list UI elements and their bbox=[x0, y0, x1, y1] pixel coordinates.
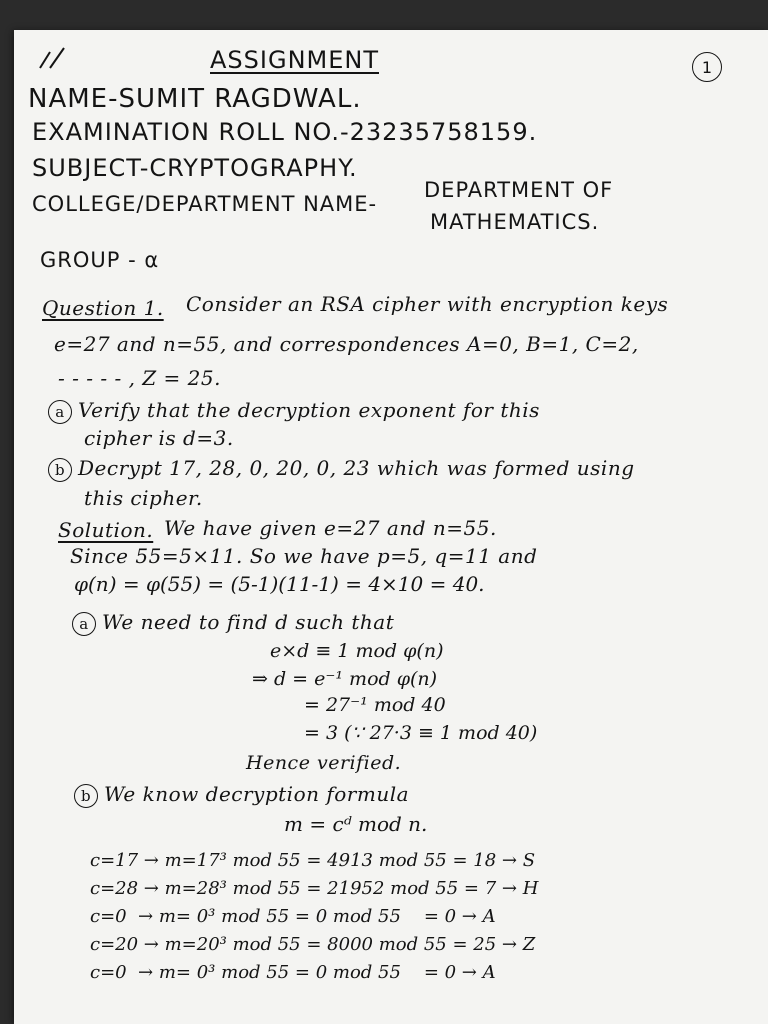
solution-part-b bbox=[74, 782, 409, 808]
check-marks-icon bbox=[34, 42, 74, 72]
question-part-b bbox=[48, 456, 635, 482]
solution-part-b-intro: We know decryption formula bbox=[104, 782, 410, 806]
part-b-line-2: this cipher. bbox=[84, 486, 203, 510]
decryption-formula: m = cᵈ mod n. bbox=[284, 812, 428, 836]
part-b-marker: b bbox=[48, 458, 72, 482]
student-name: NAME-SUMIT RAGDWAL. bbox=[28, 84, 362, 114]
decryption-row: c=17 → m=17³ mod 55 = 4913 mod 55 = 18 → S bbox=[90, 850, 536, 871]
part-a-marker: a bbox=[48, 400, 72, 424]
question-line-2: e=27 and n=55, and correspondences A=0, B=1, C=2, bbox=[54, 332, 639, 356]
solution-part-a-intro: We need to find d such that bbox=[102, 610, 395, 634]
question-line-3: - - - - - , Z = 25. bbox=[58, 366, 221, 390]
decryption-row: c=20 → m=20³ mod 55 = 8000 mod 55 = 25 → Z bbox=[90, 934, 536, 955]
notebook-page bbox=[14, 30, 768, 1024]
equation-2: ⇒ d = e⁻¹ mod φ(n) bbox=[252, 668, 438, 690]
solution-line-1: We have given e=27 and n=55. bbox=[164, 516, 497, 540]
equation-1: e×d ≡ 1 mod φ(n) bbox=[270, 640, 444, 662]
group-heading: GROUP - α bbox=[40, 248, 160, 272]
solution-label: Solution. bbox=[58, 518, 154, 542]
equation-3: = 27⁻¹ mod 40 bbox=[304, 694, 446, 716]
college-label: COLLEGE/DEPARTMENT NAME- bbox=[32, 192, 378, 216]
equation-4: = 3 (∵ 27·3 ≡ 1 mod 40) bbox=[304, 722, 538, 744]
solution-line-3: φ(n) = φ(55) = (5-1)(11-1) = 4×10 = 40. bbox=[74, 572, 485, 596]
page-title: ASSIGNMENT bbox=[210, 46, 379, 74]
hence-verified: Hence verified. bbox=[246, 752, 402, 774]
solution-line-2: Since 55=5×11. So we have p=5, q=11 and bbox=[70, 544, 538, 568]
decryption-row: c=0 → m= 0³ mod 55 = 0 mod 55 = 0 → A bbox=[90, 962, 496, 983]
solution-part-a-marker: a bbox=[72, 612, 96, 636]
solution-part-a bbox=[72, 610, 394, 636]
college-value-1: DEPARTMENT OF bbox=[424, 178, 614, 202]
solution-part-b-marker: b bbox=[74, 784, 98, 808]
question-part-a bbox=[48, 398, 540, 424]
question-label: Question 1. bbox=[42, 296, 164, 320]
college-value-2: MATHEMATICS. bbox=[430, 210, 600, 234]
page-number: 1 bbox=[692, 52, 722, 82]
part-a-line-1: Verify that the decryption exponent for this bbox=[78, 398, 540, 422]
question-line-1: Consider an RSA cipher with encryption keys bbox=[186, 292, 669, 316]
roll-number: EXAMINATION ROLL NO.-23235758159. bbox=[32, 118, 538, 146]
part-b-line-1: Decrypt 17, 28, 0, 20, 0, 23 which was formed using bbox=[78, 456, 635, 480]
decryption-row: c=0 → m= 0³ mod 55 = 0 mod 55 = 0 → A bbox=[90, 906, 496, 927]
part-a-line-2: cipher is d=3. bbox=[84, 426, 234, 450]
subject: SUBJECT-CRYPTOGRAPHY. bbox=[32, 154, 358, 182]
decryption-row: c=28 → m=28³ mod 55 = 21952 mod 55 = 7 → H bbox=[90, 878, 539, 899]
